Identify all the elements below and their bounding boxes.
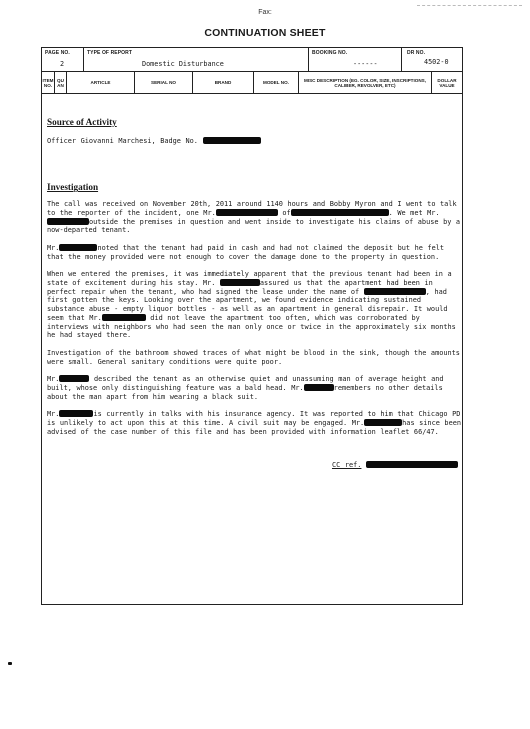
- col-misc-description: MISC DESCRIPTION (EG. COLOR, SIZE, INSCRIPTIONS, CALIBER, REVOLVER, ETC): [299, 72, 432, 94]
- type-of-report-cell: [84, 48, 309, 72]
- col-dollar-value: DOLLAR VALUE: [432, 72, 462, 94]
- paragraph-4: Investigation of the bathroom showed traces of what might be blood in the sink, though the amounts were small. General sanitary conditions were quite poor.: [47, 348, 460, 366]
- redaction-bar: [216, 209, 278, 216]
- type-of-report-label: TYPE OF REPORT: [87, 50, 133, 56]
- booking-no-value: ------: [353, 60, 378, 68]
- redaction-bar: [59, 410, 93, 417]
- redaction-bar: [59, 375, 89, 382]
- page-no-label: PAGE NO.: [45, 50, 70, 56]
- paragraph-1: The call was received on November 20th, 2011 around 1140 hours and Bobby Myron and I went to talk to the reporter of the incident, one Mr. of . We met Mr. outside the premises in question and went inside to investigate his claims of abuse by a now-departed tenant.: [47, 200, 461, 235]
- scan-edge-mark: [417, 5, 522, 6]
- col-model-no: MODEL NO.: [254, 72, 299, 94]
- paragraph-2: Mr. noted that the tenant had paid in cash and had not claimed the deposit but he felt that the money provided were not enough to cover the damage done to the property in question.: [47, 243, 445, 261]
- report-body: [47, 118, 462, 469]
- redaction-bar: [364, 288, 426, 295]
- page-no-value: 2: [60, 60, 65, 68]
- source-paragraph: [47, 137, 462, 146]
- page-no-cell: [42, 48, 84, 72]
- redaction-bar: [291, 209, 389, 216]
- paragraph-3: When we entered the premises, it was immediately apparent that the previous tenant had been in a state of excitement during his stay. Mr. assured us that the apartment had been in perfect repair when the tenant, who had signed the lease under the name of , had first gotten the keys. Looking over the apartment, we found evidence indicating sustained substance abuse - empty liquor bottles - as well as an apartment in general disrepair. It would seem that Mr. did not leave the apartment too often, which was corroborated by interviews with neighbors who had seen the man only once or twice in the approximately six months he had stayed there.: [47, 270, 456, 340]
- redaction-bar: [304, 384, 334, 391]
- sheet-title: CONTINUATION SHEET: [204, 27, 326, 39]
- col-brand: BRAND: [193, 72, 254, 94]
- redaction-bar: [366, 461, 458, 468]
- paragraph-6: Mr. is currently in talks with his insurance agency. It was reported to him that Chicago PD is unlikely to act upon this at this time. A civil suit may be engaged. Mr. has since been advised of the case number of this file and has been provided with information leaflet 66/47.: [47, 410, 462, 436]
- redaction-bar: [102, 314, 146, 321]
- paragraph-5: Mr. described the tenant as an otherwise quiet and unassuming man of average height and built, whose only distinguishing feature was a bald head. Mr. remembers no other details about the man apart from him wearing a black suit.: [47, 375, 444, 401]
- col-article: ARTICLE: [67, 72, 135, 94]
- redaction-bar: [364, 419, 402, 426]
- redaction-bar: [59, 244, 97, 251]
- redaction-bar: [203, 137, 261, 144]
- source-text: Officer Giovanni Marchesi, Badge No.: [47, 136, 198, 145]
- col-item-no: ITEM NO.: [42, 72, 55, 94]
- dr-no-value: 4502-0: [424, 58, 449, 66]
- fax-label: Fax:: [258, 9, 272, 16]
- redaction-bar: [220, 279, 260, 286]
- dr-no-label: DR NO.: [407, 50, 426, 56]
- col-serial-no: SERIAL NO: [135, 72, 193, 94]
- col-quantity: QU AN: [55, 72, 67, 94]
- source-heading: Source of Activity: [47, 117, 117, 127]
- booking-no-label: BOOKING NO.: [312, 50, 348, 56]
- redaction-bar: [47, 218, 89, 225]
- booking-no-cell: [309, 48, 402, 72]
- type-of-report-value: Domestic Disturbance: [142, 60, 224, 68]
- scan-speck: [8, 662, 12, 665]
- investigation-heading: Investigation: [47, 182, 99, 193]
- dr-no-cell: [402, 48, 462, 72]
- cc-reference: CC ref.: [47, 461, 462, 470]
